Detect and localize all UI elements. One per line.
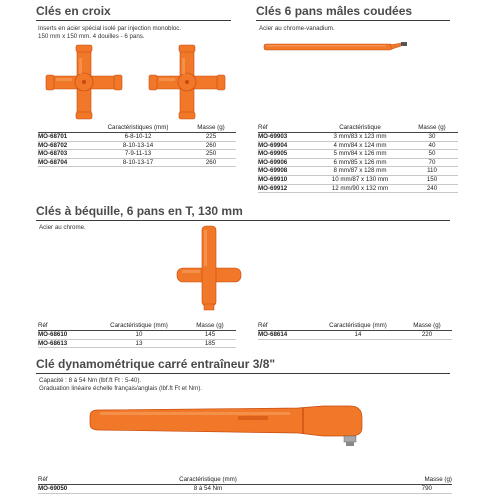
column-header: Réf bbox=[38, 476, 48, 483]
ref-cell: MO-69905 bbox=[258, 150, 288, 158]
mass-cell: 220 bbox=[421, 331, 433, 338]
column-header: Masse (g) bbox=[413, 322, 441, 329]
cross-wrench-image-1 bbox=[44, 42, 124, 122]
column-header: Caractéristique (mm) bbox=[329, 322, 387, 329]
table-row bbox=[258, 158, 458, 167]
table-header-row bbox=[38, 476, 452, 485]
cross-description bbox=[38, 25, 181, 42]
ref-cell: MO-69910 bbox=[258, 175, 288, 183]
section-title-tee: Clés à béquille, 6 pans en T, 130 mm bbox=[36, 204, 243, 218]
torque-description bbox=[39, 377, 202, 394]
mass-cell: 240 bbox=[426, 184, 438, 192]
tee-wrench-image bbox=[176, 224, 242, 312]
ref-cell: MO-68704 bbox=[38, 158, 68, 166]
table-row bbox=[38, 331, 236, 340]
spec-cell: 13 bbox=[135, 339, 143, 347]
spec-cell: 8 à 54 Nm bbox=[193, 485, 223, 492]
ref-cell: MO-68703 bbox=[38, 150, 68, 158]
ref-cell: MO-69904 bbox=[258, 141, 288, 149]
ref-cell: MO-69906 bbox=[258, 158, 288, 166]
ref-cell: MO-68614 bbox=[258, 331, 288, 338]
ref-cell: MO-68701 bbox=[38, 133, 68, 140]
table-header-row bbox=[258, 124, 458, 133]
column-header: Caractéristique (mm) bbox=[179, 476, 237, 483]
section-rule-torque bbox=[36, 373, 450, 374]
section-rule-cross bbox=[36, 20, 231, 21]
tee-spec-table-left bbox=[38, 322, 236, 348]
mass-cell: 790 bbox=[421, 485, 432, 492]
spec-cell: 8-10-13-17 bbox=[122, 158, 154, 166]
section-rule-hex bbox=[256, 20, 450, 21]
spec-cell: 12 mm/90 x 132 mm bbox=[331, 184, 389, 192]
mass-cell: 30 bbox=[428, 133, 436, 140]
spec-cell: 7-9-11-13 bbox=[124, 150, 152, 158]
ref-cell: MO-69908 bbox=[258, 167, 288, 175]
ref-cell: MO-69903 bbox=[258, 133, 288, 140]
ref-cell: MO-69050 bbox=[38, 485, 68, 492]
tee-description: Acier au chrome. bbox=[39, 224, 86, 231]
ref-cell: MO-68702 bbox=[38, 141, 68, 149]
mass-cell: 185 bbox=[204, 339, 216, 347]
mass-cell: 260 bbox=[205, 141, 217, 149]
mass-cell: 110 bbox=[427, 167, 437, 175]
table-row bbox=[258, 133, 458, 142]
column-header: Caractéristique bbox=[339, 124, 381, 131]
table-row bbox=[258, 184, 458, 193]
table-header-row bbox=[38, 322, 236, 331]
column-header: Masse (g) bbox=[196, 322, 224, 329]
spec-cell: 10 mm/87 x 130 mm bbox=[331, 175, 389, 183]
section-rule-tee bbox=[36, 220, 450, 221]
torque-spec-table bbox=[38, 476, 452, 494]
hex-spec-table bbox=[258, 124, 458, 193]
spec-cell: 6 mm/85 x 126 mm bbox=[333, 158, 387, 166]
table-row bbox=[38, 133, 236, 142]
hex-description: Acier au chrome-vanadium. bbox=[259, 25, 335, 32]
spec-cell: 5 mm/84 x 126 mm bbox=[333, 150, 387, 158]
column-header bbox=[38, 124, 90, 133]
section-title-cross: Clés en croix bbox=[36, 4, 111, 18]
column-header: Masse (g) bbox=[424, 476, 452, 483]
table-row bbox=[258, 141, 458, 150]
table-row bbox=[38, 158, 236, 167]
spec-cell: 4 mm/84 x 124 mm bbox=[333, 141, 387, 149]
table-row bbox=[258, 150, 458, 159]
torque-desc-line-1: Capacité : 8 à 54 Nm (lbf.ft Ft : 5-40). bbox=[39, 377, 142, 384]
mass-cell: 145 bbox=[204, 331, 216, 338]
tee-spec-table-right bbox=[258, 322, 452, 340]
ref-cell: MO-68613 bbox=[38, 339, 68, 347]
mass-cell: 260 bbox=[205, 158, 217, 166]
table-row bbox=[38, 485, 452, 494]
torque-desc-line-2: Graduation linéaire échelle français/anglais (lbf.ft Ft et Nm). bbox=[39, 385, 203, 393]
mass-cell: 250 bbox=[205, 150, 217, 158]
hex-key-image bbox=[262, 36, 412, 56]
table-row bbox=[38, 339, 236, 348]
mass-cell: 150 bbox=[426, 175, 438, 183]
column-header: Réf bbox=[258, 124, 268, 131]
cross-desc-line-1: Inserts en acier spécial isolé par injection monobloc. bbox=[38, 25, 182, 32]
cross-wrench-image-2 bbox=[147, 42, 227, 122]
section-title-torque: Clé dynamométrique carré entraîneur 3/8" bbox=[36, 357, 276, 371]
section-title-hex: Clés 6 pans mâles coudées bbox=[256, 4, 413, 18]
spec-cell: 10 bbox=[135, 331, 143, 338]
spec-cell: 8-10-13-14 bbox=[122, 141, 154, 149]
spec-cell: 6-8-10-12 bbox=[124, 133, 152, 140]
mass-cell: 40 bbox=[428, 141, 436, 149]
table-header-row bbox=[258, 322, 452, 331]
column-header: Masse (g) bbox=[197, 124, 225, 131]
column-header: Masse (g) bbox=[418, 124, 446, 131]
torque-wrench-image bbox=[88, 396, 378, 448]
column-header: Caractéristiques (mm) bbox=[107, 124, 169, 131]
column-header: Réf bbox=[258, 322, 268, 329]
cross-spec-table bbox=[38, 124, 236, 167]
mass-cell: 50 bbox=[428, 150, 436, 158]
cross-desc-line-2: 150 mm x 150 mm. 4 douilles - 6 pans. bbox=[38, 33, 145, 41]
table-header-row bbox=[38, 124, 236, 133]
table-row bbox=[258, 331, 452, 340]
ref-cell: MO-68610 bbox=[38, 331, 68, 338]
mass-cell: 70 bbox=[428, 158, 436, 166]
ref-cell: MO-69912 bbox=[258, 184, 288, 192]
column-header: Caractéristique (mm) bbox=[110, 322, 168, 329]
table-row bbox=[38, 141, 236, 150]
column-header: Réf bbox=[38, 322, 48, 329]
mass-cell: 225 bbox=[205, 133, 217, 140]
spec-cell: 8 mm/87 x 128 mm bbox=[333, 167, 387, 175]
table-row bbox=[38, 150, 236, 159]
table-row bbox=[258, 167, 458, 176]
spec-cell: 14 bbox=[354, 331, 362, 338]
spec-cell: 3 mm/83 x 123 mm bbox=[333, 133, 387, 140]
table-row bbox=[258, 175, 458, 184]
